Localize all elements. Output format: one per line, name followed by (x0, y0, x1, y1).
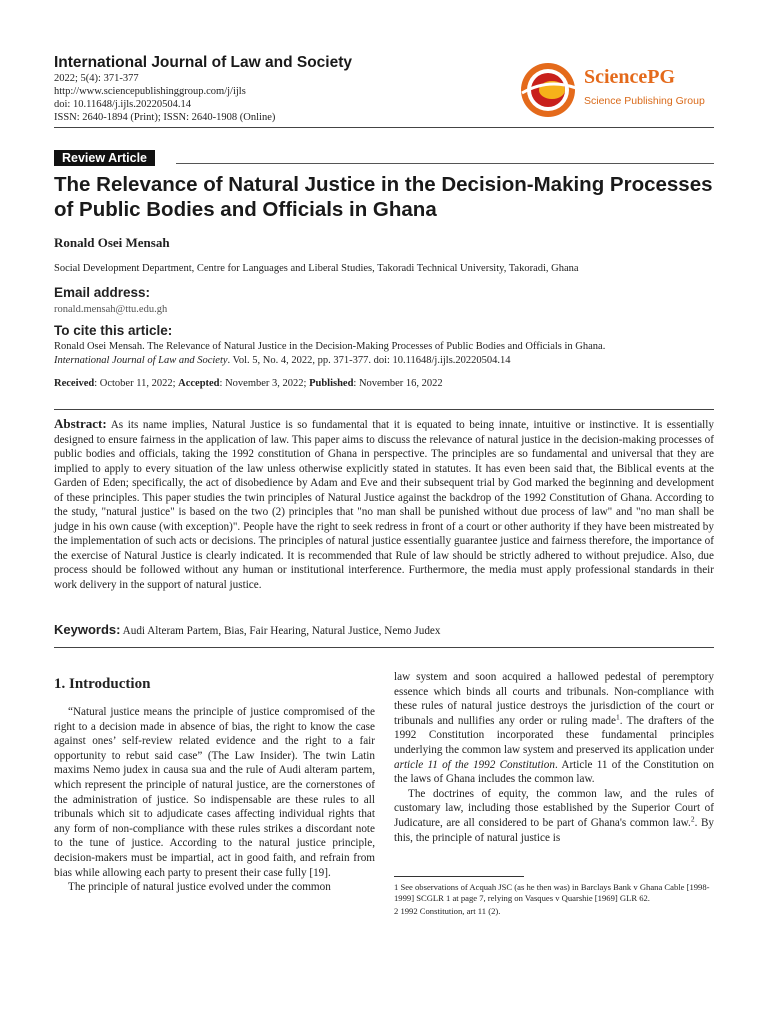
footnote-divider (394, 876, 524, 877)
paragraph-3-part-2: . The drafters of the 1992 Constitution incorporated these fundamental principles underlying the common law system and preserved its application under (394, 714, 715, 756)
citation-details: . Vol. 5, No. 4, 2022, pp. 371-377. doi: 10.11648/j.ijls.20220504.14 (227, 355, 511, 366)
article-title: The Relevance of Natural Justice in the Decision-Making Processes of Public Bodies and Officials in Ghana (54, 173, 713, 221)
citation-line-1: Ronald Osei Mensah. The Relevance of Natural Justice in the Decision-Making Processes of Public Bodies and Officials in Ghana. (54, 341, 606, 352)
article-type-badge: Review Article (54, 150, 155, 166)
footnote-ref-2[interactable]: 2 (690, 814, 695, 824)
journal-issn: ISSN: 2640-1894 (Print); ISSN: 2640-1908 (Online) (54, 112, 276, 123)
footnotes (394, 882, 714, 919)
intro-paragraph-3 (394, 670, 714, 787)
left-column (54, 705, 375, 895)
section-heading-introduction: 1. Introduction (54, 676, 151, 692)
intro-paragraph-1: “Natural justice means the principle of justice compromised of the right to a decision made in absence of bias, the right to know the case against ones’ self-review related evidence and the right to a fair opportunity to rebut said case” (The Law Insider). The twin Latin maxims Nemo judex in causa sua and the rule of Audi alteram partem, which represent the principle of natural justice, are the cornerstones of the administration of justice. So indispensable are these rules to all tribunals which sit to adjudicate cases affecting individual rights that any form of non-compliance with these rules strikes a discordant note to the tune of justice. According to the natural justice principle, decision-makers must be impartial, act in good faith, and refrain from bias while allowing each party to present their case fully [19]. (54, 706, 375, 879)
footnote-ref-1[interactable]: 1 (615, 712, 620, 722)
keywords (54, 622, 714, 637)
received-date: : October 11, 2022; (94, 378, 179, 389)
accepted-label: Accepted (178, 378, 220, 389)
journal-name: International Journal of Law and Society (54, 54, 352, 71)
keywords-text: Audi Alteram Partem, Bias, Fair Hearing, Natural Justice, Nemo Judex (122, 625, 441, 637)
logo-name: SciencePG (584, 66, 676, 88)
abstract (54, 417, 714, 592)
article-11-reference: article 11 of the 1992 Constitution (394, 758, 555, 771)
intro-paragraph-4 (394, 787, 714, 845)
paragraph-4-part-2: . By this, the principle of natural justice is (394, 816, 714, 844)
citation-journal: International Journal of Law and Society (54, 355, 228, 366)
footnote-2: 2 1992 Constitution, art 11 (2). (394, 906, 501, 916)
journal-volume: 2022; 5(4): 371-377 (54, 73, 139, 84)
abstract-text: As its name implies, Natural Justice is so fundamental that it is equated to being innate, intuitive or instinctive. It is essentially designed to ensure fairness in the application of law. This paper aims to discuss the relevance of natural justice in the decision-making processes of public bodies and officials, taking the 1992 constitution of Ghana in perspective. The principles are so fundamental and universal that they are implied to apply to every situation of the law unless otherwise explicitly stated in statutes. It has even been said that, the Biblical events at the Garden of Eden; specifically, the act of disobedience by Adam and Eve and their subsequent trial by God marked the beginning and development of these principles. This paper studies the twin principles of Natural Justice against the backdrop of the 1992 Constitution of Ghana. According to the study, "natural justice" is based on the two (2) principles that "no man shall be punished without due process of law" and "no man shall be judge in his own cause (with exception)". People have the right to seek redress in front of a court or other authority if they have been mistreated by the implementation of such acts or decisions. The principles of natural justice essentially guarantee justice and fairness therefore, the importance of the exercise of Natural Justice is clearly indicated. It is recommended that Rule of law should be strictly adhered to without prejudice. Also, due process should be followed without any human or institutional interference. Furthermore, the media must apply professional standards in their work delivery in the support of natural justice. (54, 419, 714, 591)
footnote-1: 1 See observations of Acquah JSC (as he then was) in Barclays Bank v Ghana Cable [1998-1999] SCGLR 1 at page 7, relying on Vasques v Quarshie [1969] GLR 62. (394, 882, 710, 903)
logo-subtitle: Science Publishing Group (584, 95, 705, 107)
right-column (394, 670, 714, 845)
citation-line-2 (54, 354, 511, 368)
abstract-label: Abstract: (54, 416, 107, 431)
author-affiliation: Social Development Department, Centre for Languages and Liberal Studies, Takoradi Technical University, Takoradi, Ghana (54, 263, 579, 274)
intro-paragraph-2: The principle of natural justice evolved under the common (68, 881, 331, 894)
paragraph-3-part-3: . Article 11 of the Constitution on the laws of Ghana includes the common law. (394, 758, 715, 786)
received-label: Received (54, 378, 95, 389)
abstract-bottom-divider (54, 647, 714, 648)
publication-dates (54, 378, 443, 389)
abstract-top-divider (54, 409, 714, 410)
journal-doi: doi: 10.11648/j.ijls.20220504.14 (54, 99, 191, 110)
email-address[interactable]: ronald.mensah@ttu.edu.gh (54, 304, 168, 315)
published-label: Published (309, 378, 354, 389)
accepted-date: : November 3, 2022; (219, 378, 310, 389)
author-name: Ronald Osei Mensah (54, 235, 170, 250)
email-heading: Email address: (54, 285, 151, 300)
cite-heading: To cite this article: (54, 323, 173, 338)
keywords-label: Keywords: (54, 622, 121, 637)
header-divider (54, 127, 714, 128)
journal-url[interactable]: http://www.sciencepublishinggroup.com/j/ijls (54, 86, 246, 97)
paragraph-3-part-1: law system and soon acquired a hallowed pedestal of peremptory essence which binds all courts and tribunals. Non-compliance with these rules of natural justice destroys the jurisdiction of the court or tribunals and nullifies any order or ruling made (394, 671, 714, 727)
paragraph-4-part-1: The doctrines of equity, the common law, and the rules of customary law, including those established by the Superior Court of Judicature, are all considered to be part of Ghana's common law. (394, 787, 714, 829)
published-date: : November 16, 2022 (353, 378, 443, 389)
badge-divider (176, 163, 714, 164)
